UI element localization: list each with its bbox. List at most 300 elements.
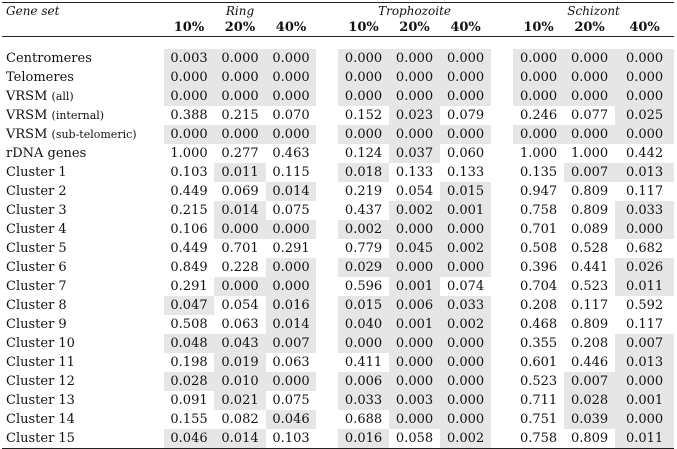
column-gap <box>316 277 338 296</box>
p-value-cell: 0.809 <box>570 431 609 446</box>
p-value-cell: 0.016 <box>266 296 316 315</box>
table-row <box>2 296 674 315</box>
p-value-cell: 0.124 <box>344 146 383 161</box>
gene-set-label: Cluster 1 <box>6 165 67 180</box>
p-value-cell: 0.000 <box>389 68 440 87</box>
column-gap <box>316 353 338 372</box>
results-table-container <box>2 2 674 449</box>
p-value-cell: 0.000 <box>389 125 440 144</box>
p-value-cell: 0.002 <box>338 220 389 239</box>
column-gap <box>491 239 513 258</box>
table-row <box>2 239 674 258</box>
p-value-cell: 0.000 <box>564 68 615 87</box>
p-value-cell: 0.054 <box>221 298 259 313</box>
p-value-cell: 0.000 <box>564 87 615 106</box>
column-gap <box>316 429 338 449</box>
p-value-cell: 0.000 <box>266 125 316 144</box>
table-row <box>2 201 674 220</box>
p-value-cell: 0.043 <box>214 334 266 353</box>
gene-set-qualifier: (internal) <box>51 109 105 122</box>
p-value-cell: 0.508 <box>170 317 208 332</box>
p-value-cell: 0.001 <box>440 201 491 220</box>
p-value-cell: 0.000 <box>389 334 440 353</box>
p-value-cell: 0.103 <box>272 431 310 446</box>
spacer-row <box>2 37 674 50</box>
p-value-cell: 0.208 <box>570 336 609 351</box>
p-value-cell: 0.016 <box>338 429 389 449</box>
pct-header: 10% <box>348 20 379 35</box>
p-value-cell: 0.079 <box>446 108 485 123</box>
gene-set-label: Cluster 14 <box>6 412 75 427</box>
p-value-cell: 0.000 <box>266 49 316 68</box>
column-gap <box>491 163 513 182</box>
gene-set-name <box>2 49 164 68</box>
p-value-cell: 0.000 <box>214 49 266 68</box>
p-value-cell: 0.013 <box>615 353 674 372</box>
p-value-cell: 0.508 <box>519 241 558 256</box>
gene-set-label: Cluster 7 <box>6 279 67 294</box>
gene-set-name <box>2 182 164 201</box>
p-value-cell: 0.000 <box>513 87 564 106</box>
p-value-cell: 0.000 <box>164 87 214 106</box>
p-value-cell: 0.751 <box>519 412 558 427</box>
p-value-table <box>2 2 674 449</box>
column-gap <box>316 106 338 125</box>
p-value-cell: 0.000 <box>440 49 491 68</box>
p-value-cell: 0.019 <box>214 353 266 372</box>
p-value-cell: 0.033 <box>338 391 389 410</box>
table-row <box>2 391 674 410</box>
p-value-cell: 0.000 <box>266 68 316 87</box>
p-value-cell: 0.000 <box>440 220 491 239</box>
group-header-trophozoite: Trophozoite <box>378 4 451 18</box>
p-value-cell: 0.077 <box>570 108 609 123</box>
p-value-cell: 0.082 <box>221 412 259 427</box>
p-value-cell: 0.000 <box>389 372 440 391</box>
p-value-cell: 0.046 <box>164 429 214 449</box>
p-value-cell: 0.228 <box>221 260 259 275</box>
p-value-cell: 0.704 <box>519 279 558 294</box>
gene-set-name <box>2 201 164 220</box>
column-gap <box>316 87 338 106</box>
gene-set-label: Cluster 10 <box>6 336 75 351</box>
gene-set-header: Gene set <box>6 4 60 18</box>
p-value-cell: 0.014 <box>214 201 266 220</box>
p-value-cell: 0.001 <box>615 391 674 410</box>
column-gap <box>316 372 338 391</box>
p-value-cell: 0.106 <box>170 222 208 237</box>
p-value-cell: 0.037 <box>389 144 440 163</box>
p-value-cell: 0.000 <box>338 87 389 106</box>
p-value-cell: 0.011 <box>615 429 674 449</box>
gene-set-label: Cluster 2 <box>6 184 67 199</box>
gene-set-label: VRSM <box>6 108 52 123</box>
p-value-cell: 0.135 <box>519 165 558 180</box>
p-value-cell: 0.758 <box>519 431 558 446</box>
table-row <box>2 68 674 87</box>
table-row <box>2 353 674 372</box>
p-value-cell: 0.007 <box>564 372 615 391</box>
p-value-cell: 0.001 <box>389 315 440 334</box>
p-value-cell: 0.015 <box>440 182 491 201</box>
p-value-cell: 0.007 <box>564 163 615 182</box>
gene-set-label: Cluster 15 <box>6 431 75 446</box>
p-value-cell: 0.601 <box>519 355 558 370</box>
p-value-cell: 0.000 <box>164 68 214 87</box>
gene-set-label: rDNA genes <box>6 146 87 161</box>
p-value-cell: 0.809 <box>570 317 609 332</box>
p-value-cell: 0.054 <box>395 184 434 199</box>
p-value-cell: 0.000 <box>266 372 316 391</box>
column-gap <box>491 220 513 239</box>
p-value-cell: 0.029 <box>338 258 389 277</box>
p-value-cell: 0.003 <box>164 49 214 68</box>
p-value-cell: 0.000 <box>164 125 214 144</box>
header-row-groups <box>2 3 674 20</box>
gene-set-name <box>2 239 164 258</box>
table-row <box>2 144 674 163</box>
p-value-cell: 0.388 <box>170 108 208 123</box>
p-value-cell: 0.000 <box>338 68 389 87</box>
p-value-cell: 0.015 <box>338 296 389 315</box>
gene-set-name <box>2 410 164 429</box>
p-value-cell: 0.000 <box>615 68 674 87</box>
p-value-cell: 0.000 <box>513 68 564 87</box>
gene-set-name <box>2 372 164 391</box>
p-value-cell: 0.000 <box>564 125 615 144</box>
table-row <box>2 182 674 201</box>
column-gap <box>491 353 513 372</box>
p-value-cell: 0.592 <box>625 298 664 313</box>
p-value-cell: 0.074 <box>446 279 485 294</box>
p-value-cell: 0.000 <box>389 49 440 68</box>
p-value-cell: 0.075 <box>272 203 310 218</box>
p-value-cell: 0.000 <box>440 391 491 410</box>
p-value-cell: 0.000 <box>513 125 564 144</box>
column-gap <box>316 68 338 87</box>
p-value-cell: 0.033 <box>615 201 674 220</box>
p-value-cell: 0.000 <box>214 87 266 106</box>
column-gap <box>491 315 513 334</box>
p-value-cell: 0.711 <box>519 393 558 408</box>
p-value-cell: 0.208 <box>519 298 558 313</box>
gene-set-label: VRSM <box>6 127 52 142</box>
p-value-cell: 0.215 <box>221 108 259 123</box>
p-value-cell: 0.000 <box>338 125 389 144</box>
p-value-cell: 0.000 <box>266 277 316 296</box>
p-value-cell: 0.000 <box>440 410 491 429</box>
column-gap <box>491 258 513 277</box>
p-value-cell: 0.021 <box>214 391 266 410</box>
p-value-cell: 0.000 <box>440 372 491 391</box>
table-row <box>2 87 674 106</box>
p-value-cell: 0.002 <box>440 429 491 449</box>
p-value-cell: 0.809 <box>570 184 609 199</box>
p-value-cell: 0.528 <box>570 241 609 256</box>
column-gap <box>491 296 513 315</box>
p-value-cell: 0.155 <box>170 412 208 427</box>
p-value-cell: 0.000 <box>266 220 316 239</box>
p-value-cell: 0.000 <box>440 258 491 277</box>
p-value-cell: 0.396 <box>519 260 558 275</box>
p-value-cell: 1.000 <box>170 146 208 161</box>
column-gap <box>491 68 513 87</box>
pct-header: 40% <box>450 20 481 35</box>
table-row <box>2 49 674 68</box>
p-value-cell: 0.000 <box>615 410 674 429</box>
p-value-cell: 0.000 <box>513 49 564 68</box>
p-value-cell: 0.000 <box>615 372 674 391</box>
gene-set-label: Cluster 6 <box>6 260 67 275</box>
p-value-cell: 0.849 <box>170 260 208 275</box>
column-gap <box>316 163 338 182</box>
p-value-cell: 0.411 <box>344 355 383 370</box>
p-value-cell: 0.449 <box>170 241 208 256</box>
gene-set-qualifier: (all) <box>51 90 74 103</box>
table-row <box>2 429 674 449</box>
column-gap <box>316 258 338 277</box>
pct-header: 10% <box>173 20 205 35</box>
p-value-cell: 0.001 <box>389 277 440 296</box>
p-value-cell: 0.006 <box>389 296 440 315</box>
p-value-cell: 0.701 <box>221 241 259 256</box>
p-value-cell: 0.058 <box>395 431 434 446</box>
p-value-cell: 0.103 <box>170 165 208 180</box>
p-value-cell: 0.758 <box>519 203 558 218</box>
p-value-cell: 0.809 <box>570 203 609 218</box>
p-value-cell: 0.468 <box>519 317 558 332</box>
p-value-cell: 0.000 <box>440 68 491 87</box>
p-value-cell: 0.091 <box>170 393 208 408</box>
gene-set-label: Cluster 4 <box>6 222 67 237</box>
p-value-cell: 0.449 <box>170 184 208 199</box>
p-value-cell: 0.014 <box>266 315 316 334</box>
p-value-cell: 0.006 <box>338 372 389 391</box>
p-value-cell: 0.000 <box>389 353 440 372</box>
p-value-cell: 0.355 <box>519 336 558 351</box>
p-value-cell: 0.000 <box>266 258 316 277</box>
gene-set-name <box>2 258 164 277</box>
p-value-cell: 0.219 <box>344 184 383 199</box>
group-header-ring: Ring <box>225 4 255 18</box>
p-value-cell: 0.000 <box>389 258 440 277</box>
table-row <box>2 410 674 429</box>
pct-header: 10% <box>523 20 554 35</box>
p-value-cell: 0.026 <box>615 258 674 277</box>
gene-set-name <box>2 353 164 372</box>
gene-set-qualifier: (sub-telomeric) <box>51 128 137 141</box>
gene-set-name <box>2 296 164 315</box>
p-value-cell: 0.007 <box>615 334 674 353</box>
gene-set-name <box>2 315 164 334</box>
p-value-cell: 0.246 <box>519 108 558 123</box>
table-row <box>2 163 674 182</box>
p-value-cell: 0.682 <box>625 241 664 256</box>
p-value-cell: 0.069 <box>221 184 259 199</box>
p-value-cell: 0.039 <box>564 410 615 429</box>
gene-set-name <box>2 429 164 449</box>
gene-set-label: Cluster 9 <box>6 317 67 332</box>
p-value-cell: 0.117 <box>570 298 609 313</box>
p-value-cell: 0.000 <box>615 220 674 239</box>
gene-set-label: Cluster 12 <box>6 374 75 389</box>
p-value-cell: 0.441 <box>570 260 609 275</box>
p-value-cell: 0.117 <box>625 184 664 199</box>
p-value-cell: 1.000 <box>519 146 558 161</box>
p-value-cell: 0.089 <box>570 222 609 237</box>
gene-set-label: Cluster 13 <box>6 393 75 408</box>
p-value-cell: 0.025 <box>615 106 674 125</box>
p-value-cell: 0.000 <box>214 220 266 239</box>
p-value-cell: 0.014 <box>266 182 316 201</box>
p-value-cell: 0.198 <box>170 355 208 370</box>
gene-set-name <box>2 125 164 144</box>
gene-set-label: Cluster 5 <box>6 241 67 256</box>
column-gap <box>491 277 513 296</box>
p-value-cell: 0.000 <box>440 334 491 353</box>
p-value-cell: 0.437 <box>344 203 383 218</box>
column-gap <box>316 201 338 220</box>
column-gap <box>491 372 513 391</box>
pct-header: 40% <box>629 20 660 35</box>
p-value-cell: 0.063 <box>221 317 259 332</box>
p-value-cell: 0.779 <box>344 241 383 256</box>
p-value-cell: 0.002 <box>440 315 491 334</box>
table-row <box>2 106 674 125</box>
p-value-cell: 0.003 <box>389 391 440 410</box>
p-value-cell: 0.023 <box>389 106 440 125</box>
p-value-cell: 0.000 <box>338 49 389 68</box>
gene-set-name <box>2 277 164 296</box>
gene-set-name <box>2 87 164 106</box>
column-gap <box>316 410 338 429</box>
p-value-cell: 0.000 <box>389 87 440 106</box>
p-value-cell: 0.000 <box>440 125 491 144</box>
column-gap <box>491 182 513 201</box>
table-row <box>2 334 674 353</box>
p-value-cell: 0.000 <box>440 353 491 372</box>
column-gap <box>316 239 338 258</box>
p-value-cell: 0.523 <box>570 279 609 294</box>
p-value-cell: 0.048 <box>164 334 214 353</box>
column-gap <box>316 125 338 144</box>
gene-set-label: VRSM <box>6 89 52 104</box>
p-value-cell: 0.002 <box>440 239 491 258</box>
column-gap <box>316 49 338 68</box>
p-value-cell: 0.000 <box>389 410 440 429</box>
p-value-cell: 0.701 <box>519 222 558 237</box>
column-gap <box>316 182 338 201</box>
column-gap <box>316 391 338 410</box>
header-row-percentages <box>2 19 674 37</box>
p-value-cell: 0.523 <box>519 374 558 389</box>
p-value-cell: 0.000 <box>615 87 674 106</box>
p-value-cell: 0.291 <box>170 279 208 294</box>
table-row <box>2 372 674 391</box>
p-value-cell: 0.442 <box>625 146 664 161</box>
table-row <box>2 220 674 239</box>
p-value-cell: 0.133 <box>395 165 434 180</box>
p-value-cell: 0.000 <box>615 49 674 68</box>
p-value-cell: 0.446 <box>570 355 609 370</box>
p-value-cell: 0.040 <box>338 315 389 334</box>
pct-header: 20% <box>574 20 605 35</box>
p-value-cell: 0.075 <box>272 393 310 408</box>
p-value-cell: 0.063 <box>272 355 310 370</box>
p-value-cell: 0.018 <box>338 163 389 182</box>
gene-set-name <box>2 391 164 410</box>
gene-set-name <box>2 106 164 125</box>
pct-header: 20% <box>399 20 430 35</box>
p-value-cell: 0.000 <box>389 220 440 239</box>
p-value-cell: 0.013 <box>615 163 674 182</box>
p-value-cell: 0.010 <box>214 372 266 391</box>
gene-set-name <box>2 163 164 182</box>
column-gap <box>491 334 513 353</box>
p-value-cell: 0.033 <box>440 296 491 315</box>
p-value-cell: 0.011 <box>615 277 674 296</box>
p-value-cell: 0.000 <box>338 334 389 353</box>
p-value-cell: 0.002 <box>389 201 440 220</box>
p-value-cell: 0.215 <box>170 203 208 218</box>
p-value-cell: 0.596 <box>344 279 383 294</box>
p-value-cell: 0.688 <box>344 412 383 427</box>
pct-header: 40% <box>275 20 307 35</box>
gene-set-name <box>2 220 164 239</box>
group-header-schizont: Schizont <box>567 4 620 18</box>
gene-set-label: Telomeres <box>6 70 74 85</box>
column-gap <box>316 144 338 163</box>
table-row <box>2 258 674 277</box>
p-value-cell: 0.046 <box>266 410 316 429</box>
table-row <box>2 315 674 334</box>
p-value-cell: 0.000 <box>440 87 491 106</box>
p-value-cell: 0.000 <box>266 87 316 106</box>
p-value-cell: 0.117 <box>625 317 664 332</box>
gene-set-label: Cluster 11 <box>6 355 75 370</box>
p-value-cell: 0.291 <box>272 241 310 256</box>
p-value-cell: 0.947 <box>519 184 558 199</box>
p-value-cell: 0.000 <box>214 277 266 296</box>
p-value-cell: 0.007 <box>266 334 316 353</box>
p-value-cell: 0.028 <box>164 372 214 391</box>
p-value-cell: 0.028 <box>564 391 615 410</box>
table-row <box>2 125 674 144</box>
column-gap <box>316 334 338 353</box>
table-row <box>2 277 674 296</box>
p-value-cell: 1.000 <box>570 146 609 161</box>
column-gap <box>316 315 338 334</box>
gene-set-name <box>2 334 164 353</box>
p-value-cell: 0.047 <box>164 296 214 315</box>
p-value-cell: 0.277 <box>221 146 259 161</box>
column-gap <box>491 106 513 125</box>
column-gap <box>491 144 513 163</box>
p-value-cell: 0.133 <box>446 165 485 180</box>
column-gap <box>491 87 513 106</box>
column-gap <box>491 125 513 144</box>
column-gap <box>491 391 513 410</box>
column-gap <box>491 201 513 220</box>
p-value-cell: 0.060 <box>446 146 485 161</box>
p-value-cell: 0.463 <box>272 146 310 161</box>
p-value-cell: 0.115 <box>272 165 310 180</box>
p-value-cell: 0.000 <box>214 68 266 87</box>
p-value-cell: 0.070 <box>272 108 310 123</box>
column-gap <box>491 429 513 449</box>
column-gap <box>491 410 513 429</box>
p-value-cell: 0.000 <box>564 49 615 68</box>
